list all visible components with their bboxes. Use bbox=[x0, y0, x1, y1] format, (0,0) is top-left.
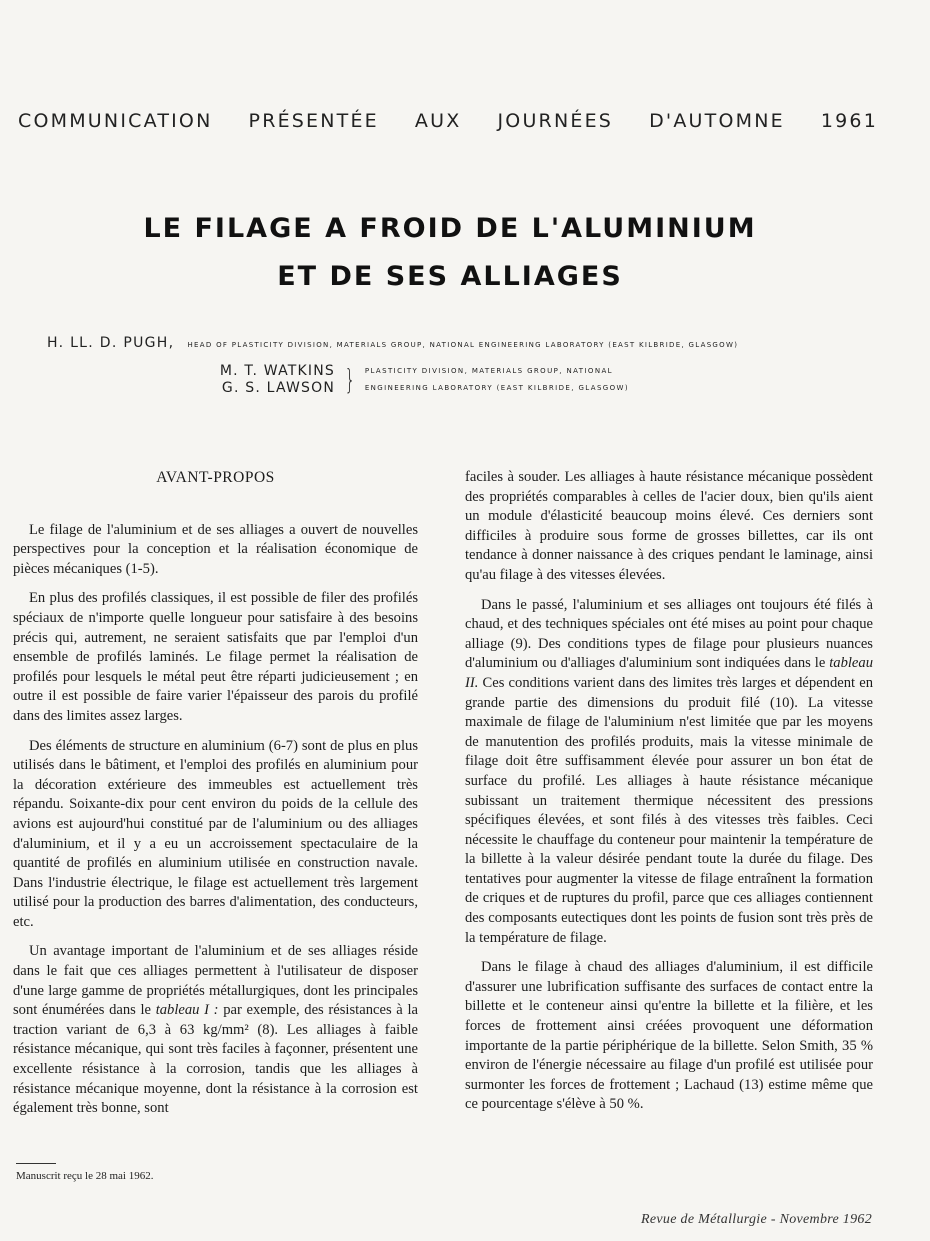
conference-header bbox=[18, 110, 878, 132]
section-title: AVANT-PROPOS bbox=[156, 469, 275, 486]
paragraph: Le filage de l'aluminium et de ses alliages a ouvert de nouvelles perspectives pour la conception et la réalisation économique de pièces mécaniques (1-5). bbox=[13, 521, 418, 577]
co-author-name: M. T. WATKINS bbox=[219, 363, 335, 379]
co-author-names bbox=[205, 363, 335, 397]
paragraph-text: Un avantage important de l'aluminium et de ses alliages réside dans le fait que ces alliages permettent à l'utilisateur de disposer d'une large gamme de propriétés métallurgiques, dont les principales sont énumérées dans le bbox=[13, 943, 418, 1019]
paragraph bbox=[13, 942, 418, 1118]
co-authors bbox=[205, 363, 705, 397]
table-reference: tableau II. bbox=[465, 655, 873, 691]
table-reference: tableau I : bbox=[155, 1002, 219, 1019]
header-word: AUX bbox=[414, 110, 462, 132]
co-affiliation-line: ENGINEERING LABORATORY (EAST KILBRIDE, GLASGOW) bbox=[364, 384, 629, 392]
header-word: D'AUTOMNE bbox=[649, 110, 785, 132]
paragraph: Des éléments de structure en aluminium (6-7) sont de plus en plus utilisés dans le bâtiment, et l'emploi des profilés en aluminium pour la décoration extérieure des immeubles est actuellement très répandu. Soixante-dix pour cent environ du poids de la cellule des avions est aujourd'hui constitué par de l'aluminium ou des alliages d'aluminium, et il y a eu un accroissement spectaculaire de la quantité de profilés en aluminium utilisée en construction navale. Dans l'industrie électrique, le filage est actuellement très largement utilisé pour la production des barres d'alimentation, des conducteurs, etc. bbox=[13, 737, 418, 930]
brace-icon: } bbox=[344, 363, 356, 396]
journal-footer: Revue de Métallurgie - Novembre 1962 bbox=[641, 1212, 872, 1227]
right-column bbox=[465, 468, 873, 1125]
paragraph-text: par exemple, des résistances à la traction variant de 6,3 à 63 kg/mm² (8). Les alliages à faible résistance mécanique, qui sont très faciles à façonner, présentent une excellente résistance à la corrosion, tandis que les alliages à résistance mécanique moyenne, dont la résistance à la corrosion est également très bonne, sont bbox=[13, 1002, 418, 1117]
main-author bbox=[47, 332, 738, 351]
co-author-affiliation bbox=[365, 363, 705, 397]
paragraph-text: Ces conditions varient dans des limites très larges et dépendent en grande partie des dimensions du produit filé (10). La vitesse maximale de filage de l'aluminium n'est limitée que par les moyens de manutention des profilés produits, mais la vitesse minimale de filage doit être suffisamment élevée pour assurer un bon état de surface du profilé. Les alliages à haute résistance mécanique subissant un traitement thermique nécessitent des pressions spécifiques élevées, et sont filés à des vitesses très faibles. Ceci nécessite le chauffage du conteneur pour maintenir la température de la billette à la valeur désirée pendant toute la durée du filage. Des tentatives pour augmenter la vitesse de filage entraînent la formation de criques et de ruptures du profil, parce que ces alliages contiennent des composants eutectiques dont les points de fusion sont très près de la température de filage. bbox=[465, 674, 873, 946]
co-author-name: G. S. LAWSON bbox=[221, 380, 335, 396]
header-word: JOURNÉES bbox=[497, 110, 614, 132]
paragraph: faciles à souder. Les alliages à haute résistance mécanique possèdent des propriétés comparables à celles de l'acier doux, bien qu'ils aient un module d'élasticité beaucoup moins élevé. Ces derniers sont difficiles à produire sous forme de grosses billettes, car ils ont tendance à donner naissance à des criques pendant le laminage, ainsi qu'au filage à des vitesses élevées. bbox=[465, 469, 873, 583]
co-affiliation-line: PLASTICITY DIVISION, MATERIALS GROUP, NATIONAL bbox=[364, 367, 613, 375]
left-column bbox=[13, 468, 418, 1129]
paragraph: En plus des profilés classiques, il est possible de filer des profilés spéciaux de n'importe quelle longueur pour satisfaire à des besoins précis qui, autrement, ne seraient satisfaits que par l'emploi d'un ensemble de profilés laminés. Le filage permet la réalisation de profilés pour lesquels le métal peut être réparti judicieusement ; en outre il est possible de faire varier l'épaisseur des parois du profilé dans des limites assez larges. bbox=[13, 590, 418, 724]
title-line-1: LE FILAGE A FROID DE L'ALUMINIUM bbox=[143, 213, 757, 244]
paragraph-text: Dans le passé, l'aluminium et ses alliages ont toujours été filés à chaud, et des techniques spéciales ont été mises au point pour chaque alliage (9). Des conditions types de filage pour plusieurs nuances d'aluminium ou d'alliages d'aluminium sont indiquées dans le bbox=[465, 596, 873, 672]
paragraph: Dans le filage à chaud des alliages d'aluminium, il est difficile d'assurer une lubrification suffisante des surfaces de contact entre la billette et le conteneur ainsi qu'entre la billette et la filière, et les forces de frottement ainsi créées provoquent une déformation importante de la partie périphérique de la billette. Selon Smith, 35 % environ de l'énergie nécessaire au filage d'un profilé est utilisée pour surmonter les forces de frottement ; Lachaud (13) estime même que ce pourcentage s'élève à 50 %. bbox=[465, 959, 873, 1113]
footnote-rule bbox=[16, 1163, 56, 1164]
main-author-name: H. LL. D. PUGH, bbox=[47, 335, 175, 351]
paragraph bbox=[465, 596, 873, 949]
header-word: PRÉSENTÉE bbox=[248, 110, 379, 132]
main-author-affiliation: HEAD OF PLASTICITY DIVISION, MATERIALS GROUP, NATIONAL ENGINEERING LABORATORY (EAST KILBRIDE, GLASGOW) bbox=[187, 341, 739, 349]
footnote: Manuscrit reçu le 28 mai 1962. bbox=[16, 1170, 154, 1182]
header-year: 1961 bbox=[820, 110, 878, 132]
article-title bbox=[0, 205, 900, 301]
title-line-2: ET DE SES ALLIAGES bbox=[277, 261, 623, 292]
header-word: COMMUNICATION bbox=[18, 110, 213, 132]
